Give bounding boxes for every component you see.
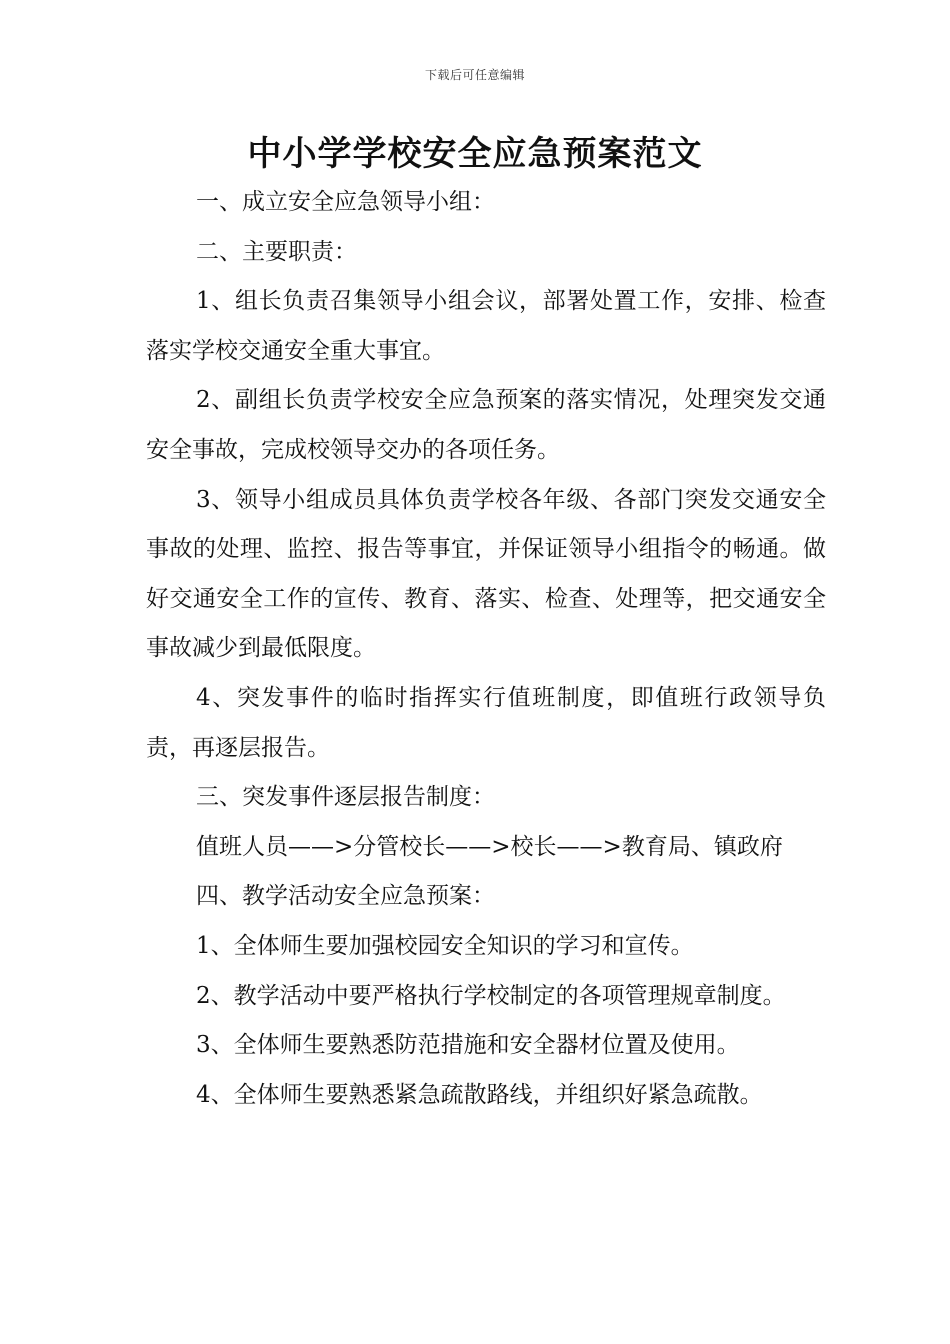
paragraph-duty-3: 3、领导小组成员具体负责学校各年级、各部门突发交通安全事故的处理、监控、报告等事宜，并保证领导小组指令的畅通。做好交通安全工作的宣传、教育、落实、检查、处理等，把交通安全事故减少到最低限度。: [146, 486, 826, 662]
document-body: [146, 178, 826, 1120]
section-heading-2: 二、主要职责：: [196, 238, 357, 265]
header-note: 下载后可任意编辑: [424, 68, 525, 82]
paragraph-report-chain: 值班人员——>分管校长——>校长——>教育局、镇政府: [196, 833, 783, 860]
section-heading-4: 四、教学活动安全应急预案：: [196, 883, 495, 910]
paragraph-plan-4: 4、全体师生要熟悉紧急疏散路线，并组织好紧急疏散。: [196, 1081, 763, 1108]
section-heading-1: 一、成立安全应急领导小组：: [196, 189, 495, 215]
paragraph-plan-2: 2、教学活动中要严格执行学校制定的各项管理规章制度。: [196, 982, 786, 1009]
paragraph-duty-2: 2、副组长负责学校安全应急预案的落实情况，处理突发交通安全事故，完成校领导交办的各项任务。: [146, 387, 826, 463]
document-title: 中小学学校安全应急预案范文: [247, 134, 703, 174]
section-heading-3: 三、突发事件逐层报告制度：: [196, 784, 495, 811]
paragraph-duty-1: 1、组长负责召集领导小组会议，部署处置工作，安排、检查落实学校交通安全重大事宜。: [146, 288, 826, 364]
paragraph-plan-1: 1、全体师生要加强校园安全知识的学习和宣传。: [196, 932, 694, 959]
paragraph-plan-3: 3、全体师生要熟悉防范措施和安全器材位置及使用。: [196, 1032, 740, 1059]
paragraph-duty-4: 4、突发事件的临时指挥实行值班制度，即值班行政领导负责，再逐层报告。: [146, 684, 826, 761]
